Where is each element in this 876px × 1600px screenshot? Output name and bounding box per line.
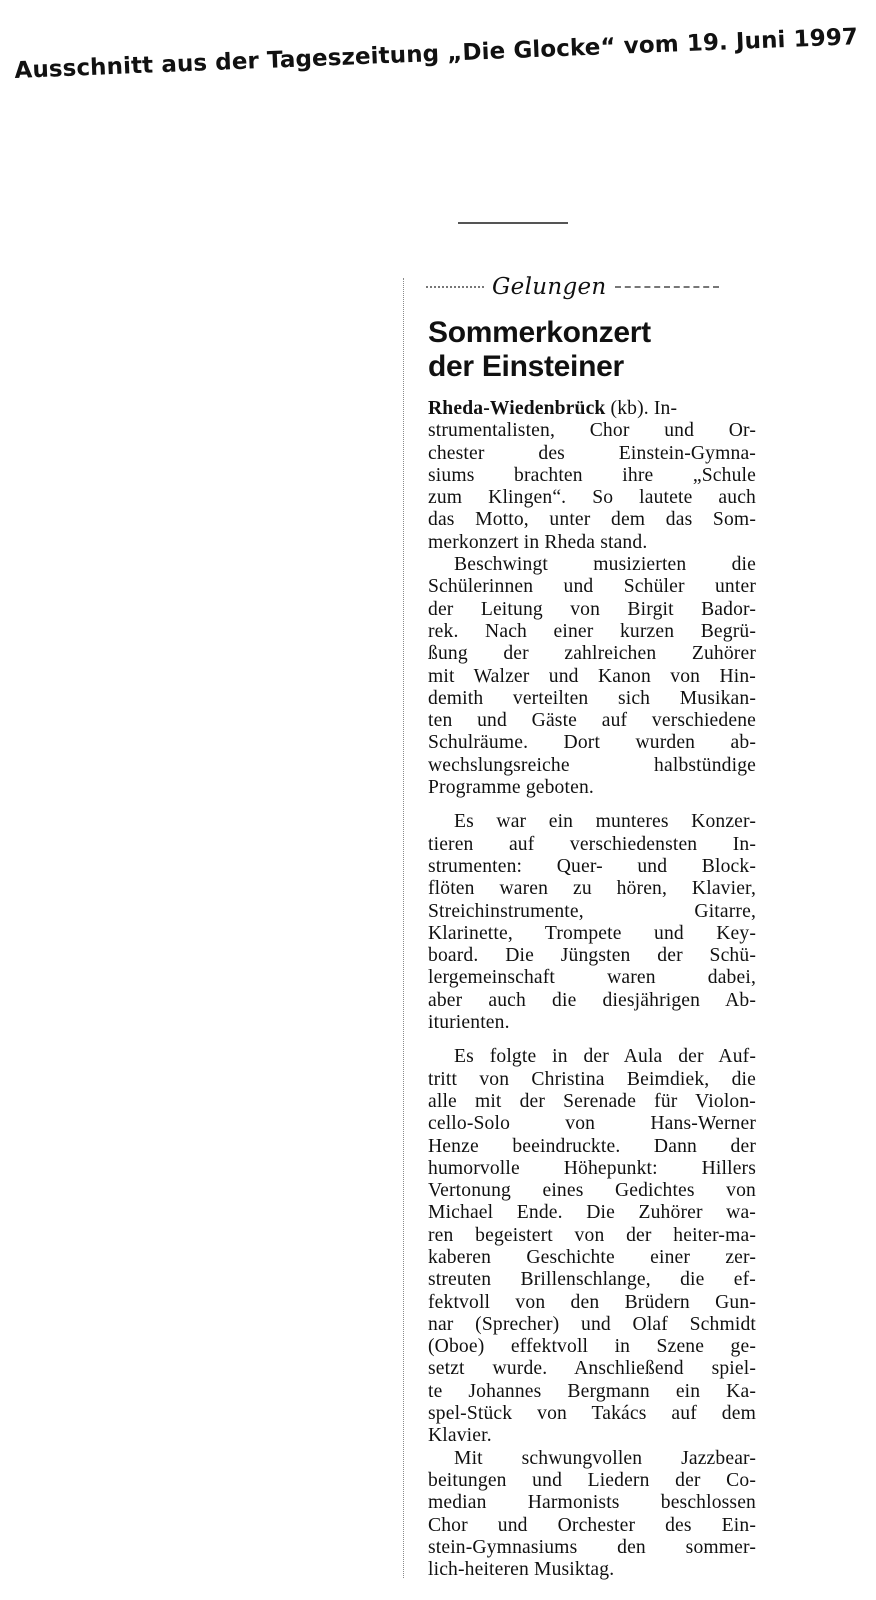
body-line: Chor und Orchester des Ein- <box>428 1514 756 1536</box>
body-line: Programme geboten. <box>428 777 594 799</box>
kicker-rule-right <box>615 286 719 288</box>
body-line: wechslungsreiche halbstündige <box>428 754 756 776</box>
body-line: nar (Sprecher) und Olaf Schmidt <box>428 1313 756 1335</box>
body-line: tieren auf verschiedensten In- <box>428 833 756 855</box>
body-line: demith verteilten sich Musikan- <box>428 687 756 709</box>
body-line: lergemeinschaft waren dabei, <box>428 967 756 989</box>
body-line: streuten Brillenschlange, die ef- <box>428 1269 756 1291</box>
body-line: beitungen und Liedern der Co- <box>428 1469 756 1491</box>
body-line: alle mit der Serenade für Violon- <box>428 1090 756 1112</box>
body-line: ren begeistert von der heiter-ma- <box>428 1224 756 1246</box>
body-line-text: (kb). In- <box>605 398 678 419</box>
body-line: chester des Einstein-Gymna- <box>428 442 756 464</box>
body-line: flöten waren zu hören, Klavier, <box>428 878 756 900</box>
body-line: ten und Gäste auf verschiedene <box>428 710 756 732</box>
body-line: Michael Ende. Die Zuhörer wa- <box>428 1202 756 1224</box>
body-line: aber auch die diesjährigen Ab- <box>428 989 756 1011</box>
article-dateline: Rheda-Wiedenbrück <box>428 398 606 419</box>
kicker-row <box>426 268 756 306</box>
article-body <box>428 398 756 1581</box>
body-line: median Harmonists beschlossen <box>428 1492 756 1514</box>
body-line: Henze beeindruckte. Dann der <box>428 1135 756 1157</box>
kicker-rule-left <box>426 286 484 288</box>
body-line: (Oboe) effektvoll in Szene ge- <box>428 1336 756 1358</box>
body-line: der Leitung von Birgit Bador- <box>428 598 756 620</box>
article-kicker: Gelungen <box>492 274 607 300</box>
body-line: Schülerinnen und Schüler unter <box>428 576 756 598</box>
body-line: iturienten. <box>428 1012 510 1034</box>
body-line: Vertonung eines Gedichtes von <box>428 1180 756 1202</box>
body-line: Streichinstrumente, Gitarre, <box>428 900 756 922</box>
body-line <box>428 398 756 420</box>
body-line: Klavier. <box>428 1425 492 1447</box>
body-line: mit Walzer und Kanon von Hin- <box>428 665 756 687</box>
body-line: te Johannes Bergmann ein Ka- <box>428 1380 756 1402</box>
body-line: setzt wurde. Anschließend spiel- <box>428 1358 756 1380</box>
body-line: kaberen Geschichte einer zer- <box>428 1246 756 1268</box>
body-line: stein-Gymnasiums den sommer- <box>428 1536 756 1558</box>
body-line: board. Die Jüngsten der Schü- <box>428 945 756 967</box>
article-headline <box>428 316 756 384</box>
body-line: merkonzert in Rheda stand. <box>428 531 648 553</box>
body-line: Beschwingt musizierten die <box>454 554 756 576</box>
body-line: Klarinette, Trompete und Key- <box>428 922 756 944</box>
body-line: tritt von Christina Beimdiek, die <box>428 1068 756 1090</box>
body-line: Mit schwungvollen Jazzbear- <box>454 1447 756 1469</box>
newspaper-article <box>428 268 756 1581</box>
body-line: strumentalisten, Chor und Or- <box>428 420 756 442</box>
body-line: das Motto, unter dem das Som- <box>428 509 756 531</box>
document-caption: Ausschnitt aus der Tageszeitung „Die Glocke“ vom 19. Juni 1997 <box>14 24 859 84</box>
body-line: Es folgte in der Aula der Auf- <box>454 1046 756 1068</box>
headline-line: Sommerkonzert <box>428 316 651 349</box>
body-line: cello-Solo von Hans-Werner <box>428 1113 756 1135</box>
body-line: fektvoll von den Brüdern Gun- <box>428 1291 756 1313</box>
body-line: siums brachten ihre „Schule <box>428 464 756 486</box>
body-line: spel-Stück von Takács auf dem <box>428 1403 756 1425</box>
body-line: ßung der zahlreichen Zuhörer <box>428 643 756 665</box>
body-line: rek. Nach einer kurzen Begrü- <box>428 620 756 642</box>
body-line: strumenten: Quer- und Block- <box>428 855 756 877</box>
body-line: Schulräume. Dort wurden ab- <box>428 732 756 754</box>
body-line: Es war ein munteres Konzer- <box>454 811 756 833</box>
clipping-left-edge <box>403 278 404 1578</box>
clipping-top-rule <box>458 222 568 224</box>
body-line: zum Klingen“. So lautete auch <box>428 487 756 509</box>
headline-line: der Einsteiner <box>428 350 624 383</box>
body-line: lich-heiteren Musiktag. <box>428 1559 615 1581</box>
body-line: humorvolle Höhepunkt: Hillers <box>428 1157 756 1179</box>
